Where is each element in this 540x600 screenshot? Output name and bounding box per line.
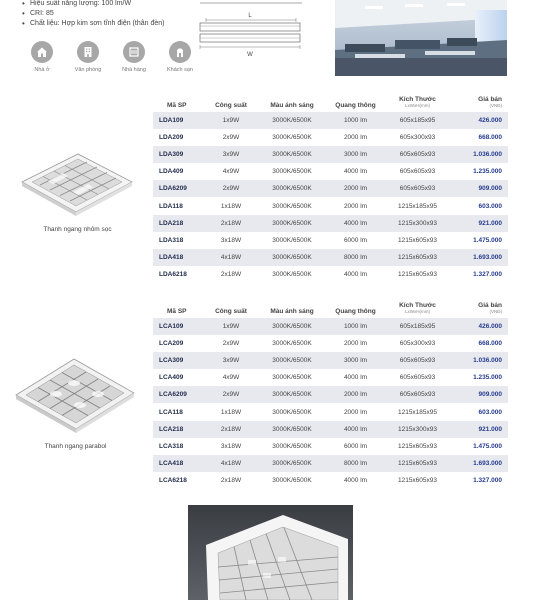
table-row: LCA318 3x18W 3000K/6500K 6000 lm 1215x605x93 1.475.000 bbox=[159, 442, 502, 450]
table-row: LCA118 1x18W 3000K/6500K 2000 lm 1215x185x95 603.000 bbox=[159, 408, 502, 416]
header-price: Giá bán (VNĐ) bbox=[478, 302, 502, 314]
header-size: Kích Thước LxWxH(mm) bbox=[399, 302, 436, 314]
table-row: LDA118 1x18W 3000K/6500K 2000 lm 1215x185x95 603.000 bbox=[159, 202, 502, 210]
dimension-label-length: L bbox=[248, 13, 252, 19]
hotel-icon bbox=[169, 41, 191, 63]
header-color: Màu ánh sáng bbox=[270, 308, 314, 315]
office-icon bbox=[77, 41, 99, 63]
table-row: LCA6209 2x9W 3000K/6500K 2000 lm 605x605x93 909.000 bbox=[153, 386, 508, 403]
spec-list bbox=[22, 0, 202, 29]
table-row: LDA418 4x18W 3000K/6500K 8000 lm 1215x605x93 1.693.000 bbox=[153, 249, 508, 266]
table-row: LDA409 4x9W 3000K/6500K 4000 lm 605x605x93 1.235.000 bbox=[159, 168, 502, 176]
table-row: LDA318 3x18W 3000K/6500K 6000 lm 1215x605x93 1.475.000 bbox=[159, 236, 502, 244]
header-power: Công suất bbox=[215, 102, 247, 109]
table-row: LCA309 3x9W 3000K/6500K 3000 lm 605x605x93 1.036.000 bbox=[153, 352, 508, 369]
product-caption: Thanh ngang parabol bbox=[44, 443, 107, 450]
table-row: LCA409 4x9W 3000K/6500K 4000 lm 605x605x93 1.235.000 bbox=[159, 374, 502, 382]
spec-item: • CRI: 85 bbox=[22, 9, 202, 19]
fixture-photo bbox=[188, 505, 353, 600]
table-row: LCA109 1x9W 3000K/6500K 1000 lm 605x185x95 426.000 bbox=[153, 318, 508, 335]
spec-item: • Hiệu suất năng lượng: 100 lm/W bbox=[22, 0, 202, 9]
house-icon bbox=[31, 41, 53, 63]
application-home: Nhà ở bbox=[22, 41, 62, 73]
header-code: Mã SP bbox=[167, 102, 187, 109]
table-row: LDA309 3x9W 3000K/6500K 3000 lm 605x605x93 1.036.000 bbox=[153, 146, 508, 163]
restaurant-icon bbox=[123, 41, 145, 63]
table-row: LDA6218 2x18W 3000K/6500K 4000 lm 1215x605x93 1.327.000 bbox=[159, 270, 502, 278]
product-image-parabolic bbox=[12, 353, 138, 433]
table-row: LCA6218 2x18W 3000K/6500K 4000 lm 1215x605x93 1.327.000 bbox=[159, 476, 502, 484]
header-size: Kích Thước LxWxH(mm) bbox=[399, 96, 436, 108]
office-photo bbox=[335, 0, 507, 76]
header-code: Mã SP bbox=[167, 308, 187, 315]
product-caption: Thanh ngang nhôm sọc bbox=[43, 226, 112, 233]
application-hotel: Khách sạn bbox=[160, 41, 200, 73]
spec-item: • Chất liệu: Hợp kim sơn tĩnh điện (thân đèn) bbox=[22, 19, 202, 29]
header-flux: Quang thông bbox=[335, 102, 376, 109]
table-row: LCA209 2x9W 3000K/6500K 2000 lm 605x300x93 668.000 bbox=[159, 340, 502, 348]
application-restaurant: Nhà hàng bbox=[114, 41, 154, 73]
table-row: LCA418 4x18W 3000K/6500K 8000 lm 1215x605x93 1.693.000 bbox=[153, 455, 508, 472]
table-row: LDA209 2x9W 3000K/6500K 2000 lm 605x300x93 668.000 bbox=[159, 134, 502, 142]
application-office: Văn phòng bbox=[68, 41, 108, 73]
product-table-lca bbox=[153, 298, 508, 489]
dimension-drawing bbox=[198, 0, 308, 70]
header-color: Màu ánh sáng bbox=[270, 102, 314, 109]
product-image-striped-aluminum bbox=[18, 150, 136, 220]
application-icons bbox=[22, 41, 200, 73]
header-price: Giá bán (VNĐ) bbox=[478, 96, 502, 108]
table-row: LCA218 2x18W 3000K/6500K 4000 lm 1215x300x93 921.000 bbox=[153, 421, 508, 438]
product-table-lda bbox=[153, 92, 508, 283]
table-row: LDA218 2x18W 3000K/6500K 4000 lm 1215x300x93 921.000 bbox=[153, 215, 508, 232]
header-power: Công suất bbox=[215, 308, 247, 315]
table-row: LDA109 1x9W 3000K/6500K 1000 lm 605x185x95 426.000 bbox=[153, 112, 508, 129]
table-row: LDA6209 2x9W 3000K/6500K 2000 lm 605x605x93 909.000 bbox=[153, 180, 508, 197]
header-flux: Quang thông bbox=[335, 308, 376, 315]
dimension-label-width: W bbox=[247, 52, 253, 58]
